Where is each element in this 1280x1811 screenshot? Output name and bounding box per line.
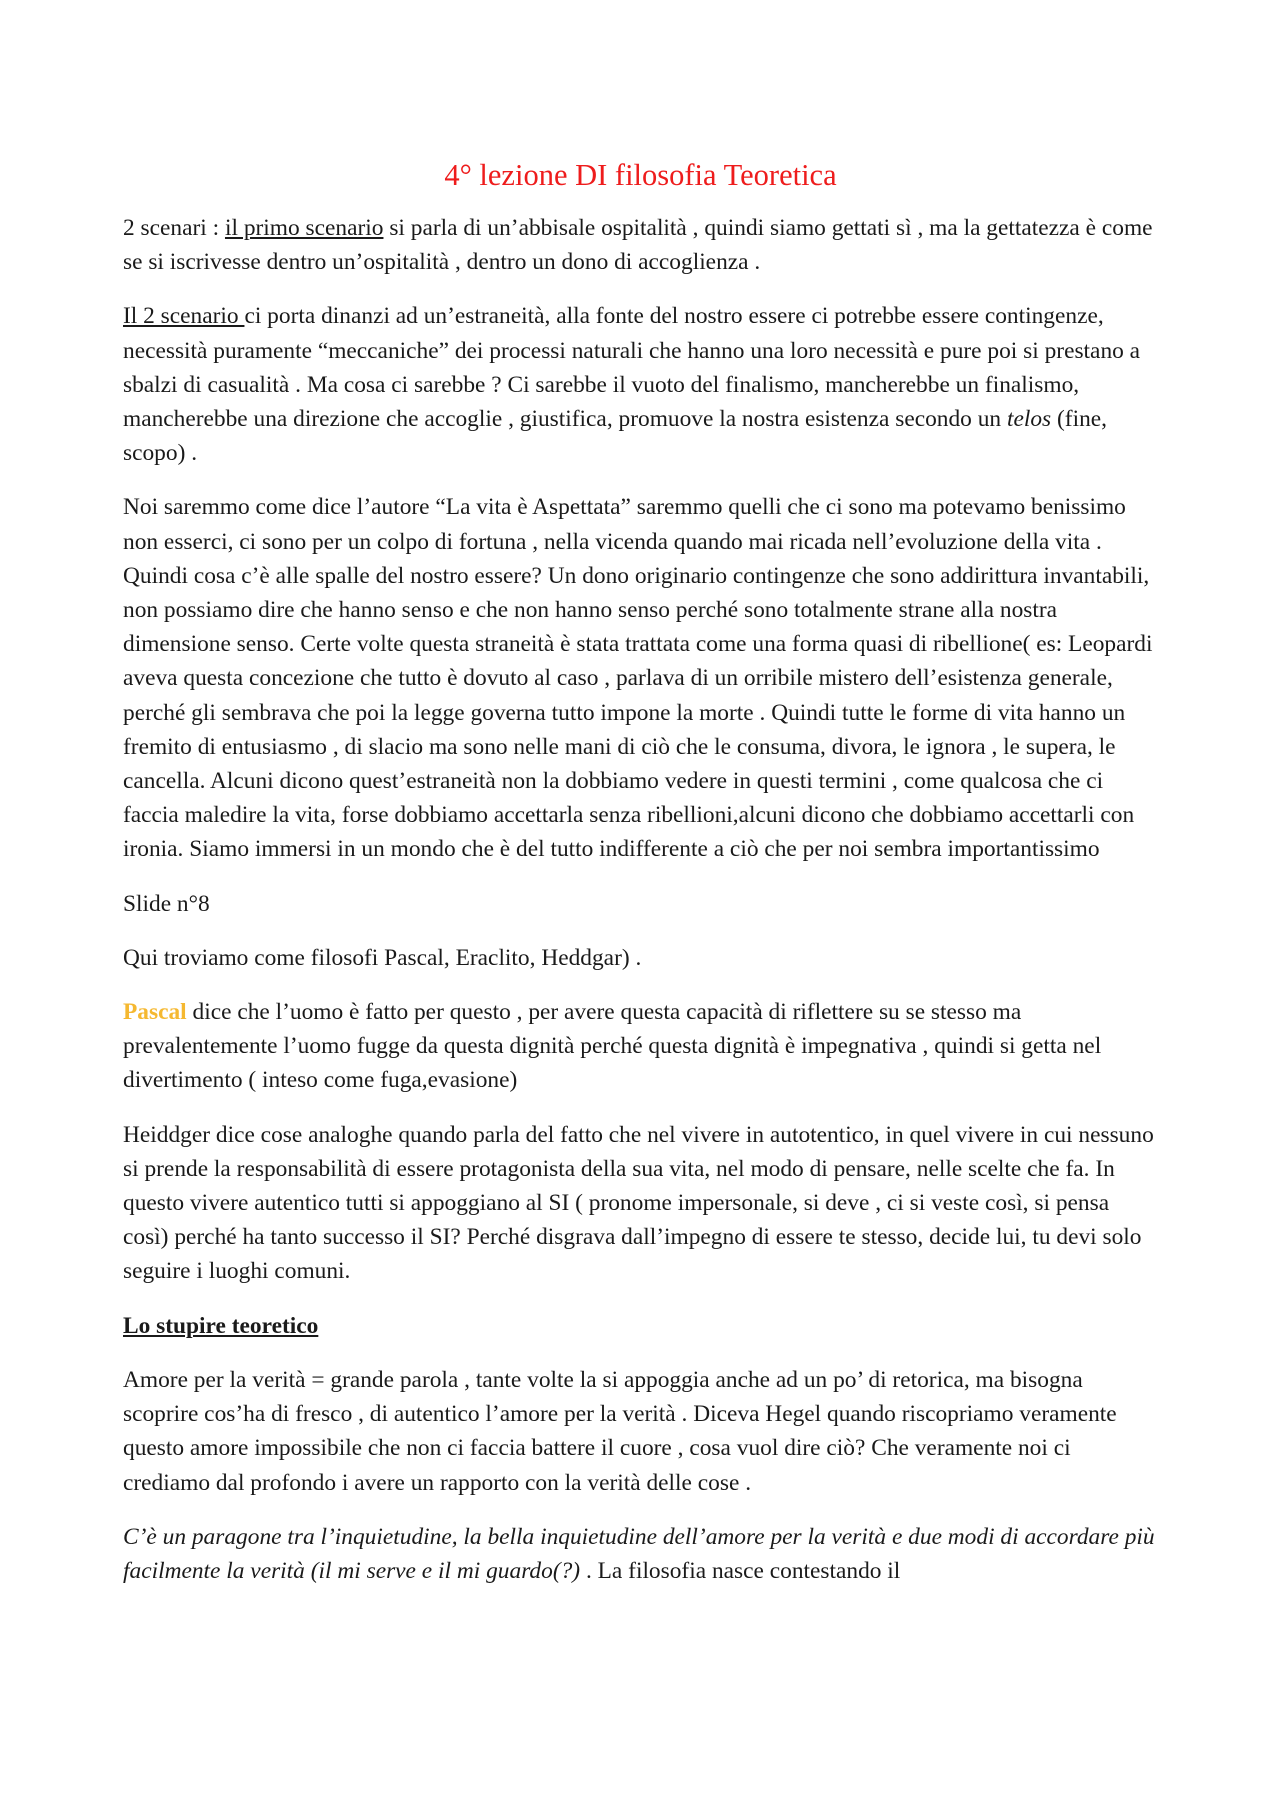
section-heading: Lo stupire teoretico — [123, 1312, 319, 1339]
text-run: ci porta dinanzi ad un’estraneità, alla fonte del nostro essere ci potrebbe essere contingenze, necessità puramente “meccaniche” dei processi naturali che hanno una loro necessità e pure poi si prestano a sbalzi di casualità . Ma cosa ci sarebbe ? Ci sarebbe il vuoto del finalismo, mancherebbe un finalismo, mancherebbe una direzione che accoglie , giustifica, promuove la nostra esistenza secondo un — [123, 303, 1141, 433]
text-run: (fine, scopo) . — [123, 406, 1107, 467]
text-run: si parla di un’abbisale ospitalità , quindi siamo gettati sì , ma la gettatezza è come se si iscrivesse dentro un’ospitalità , dentro un dono di accoglienza . — [123, 215, 1153, 276]
underlined-text: il primo scenario — [224, 215, 384, 241]
italic-text: C’è un paragone tra l’inquietudine, la bella inquietudine dell’amore per la verità e due modi di accordare più facilmente la verità (il mi serve e il mi guardo(?) — [123, 1523, 1155, 1584]
page-title: 4° lezione DI filosofia Teoretica — [444, 158, 837, 192]
paragraph-heiddger: Heiddger dice cose analoghe quando parla del fatto che nel vivere in autotentico, in quel vivere in cui nessuno si prende la responsabilità di essere protagonista della sua vita, nel modo di pensare, nelle scelte che fa. In questo vivere autentico tutti si appoggiano al SI ( pronome impersonale, si deve , ci si veste così, si pensa così) perché ha tanto successo il SI? Perché disgrava dall’impegno di essere te stesso, decide lui, tu devi solo seguire i luoghi comuni. — [123, 1121, 1154, 1285]
paragraph-philosophers: Qui troviamo come filosofi Pascal, Eraclito, Heddgar) . — [123, 944, 642, 971]
highlighted-name: Pascal — [123, 999, 187, 1026]
paragraph-first-scenario — [123, 211, 1158, 279]
paragraph-inquietudine — [123, 1520, 1158, 1588]
paragraph-la-vita-aspettata: Noi saremmo come dice l’autore “La vita è Aspettata” saremmo quelli che ci sono ma potevamo benissimo non esserci, ci sono per un colpo di fortuna , nella vicenda quando mai ricada nell’evoluzione della vita . Quindi cosa c’è alle spalle del nostro essere? Un dono originario contingenze che sono addirittura invantabili, non possiamo dire che hanno senso e che non hanno senso perché sono totalmente strane alla nostra dimensione senso. Certe volte questa straneità è stata trattata come una forma quasi di ribellione( es: Leopardi aveva questa concezione che tutto è dovuto al caso , parlava di un orribile mistero dell’esistenza generale, perché gli sembrava che poi la legge governa tutto impone la morte . Quindi tutte le forme di vita hanno un fremito di entusiasmo , di slacio ma sono nelle mani di ciò che le consuma, divora, le ignora , le supera, le cancella. Alcuni dicono quest’estraneità non la dobbiamo vedere in questi termini , come qualcosa che ci faccia maledire la vita, forse dobbiamo accettarla senza ribellioni,alcuni dicono che dobbiamo accettarli con ironia. Siamo immersi in un mondo che è del tutto indifferente a ciò che per noi sembra importantissimo — [123, 494, 1153, 863]
paragraph-pascal — [123, 995, 1158, 1098]
text-run: . La filosofia nasce contestando il — [585, 1557, 901, 1584]
paragraph-second-scenario — [123, 299, 1158, 470]
paragraph-slide-number: Slide n°8 — [123, 890, 210, 917]
italic-text: telos — [1006, 406, 1052, 433]
text-run: 2 scenari : — [123, 215, 225, 241]
paragraph-amore-verita: Amore per la verità = grande parola , tante volte la si appoggia anche ad un po’ di retorica, ma bisogna scoprire cos’ha di fresco , di autentico l’amore per la verità . Diceva Hegel quando riscopriamo veramente questo amore impossibile che non ci faccia battere il cuore , cosa vuol dire ciò? Che veramente noi ci crediamo dal profondo i avere un rapporto con la verità delle cose . — [123, 1366, 1117, 1496]
text-run: dice che l’uomo è fatto per questo , per avere questa capacità di riflettere su se stesso ma prevalentemente l’uomo fugge da questa dignità perché questa dignità è impegnativa , quindi si getta nel divertimento ( inteso come fuga,evasione) — [123, 999, 1102, 1094]
underlined-text: Il 2 scenario — [123, 303, 245, 330]
